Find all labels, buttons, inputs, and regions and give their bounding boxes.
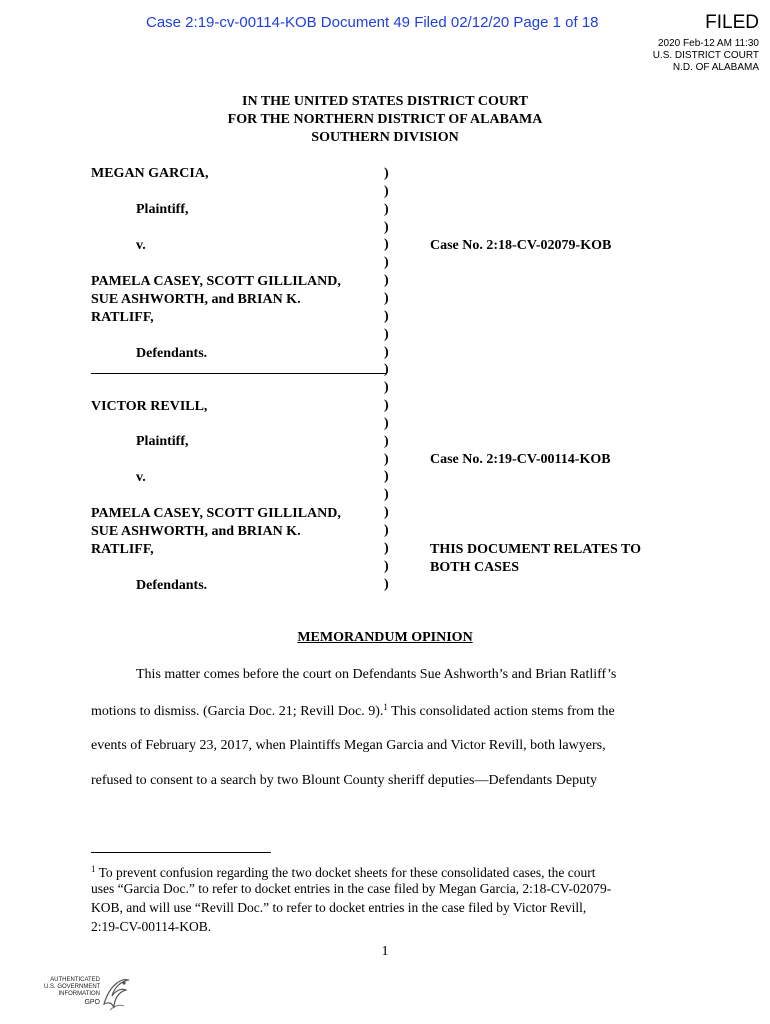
caption2-defendants-role: Defendants. xyxy=(136,578,208,593)
relates-line2: BOTH CASES xyxy=(430,560,520,575)
caption-paren: ) xyxy=(384,219,389,235)
caption-paren: ) xyxy=(384,451,389,467)
caption1-defendants-role: Defendants. xyxy=(136,346,208,361)
caption-paren: ) xyxy=(384,290,389,306)
caption1-plaintiff-role: Plaintiff, xyxy=(136,202,189,217)
court-name-line1: IN THE UNITED STATES DISTRICT COURT xyxy=(242,94,528,109)
caption-paren: ) xyxy=(384,273,389,289)
court-division: SOUTHERN DIVISION xyxy=(311,130,459,145)
filed-stamp xyxy=(653,38,759,74)
caption-paren: ) xyxy=(384,433,389,449)
caption2-defendants-line2: SUE ASHWORTH, and BRIAN K. xyxy=(91,524,301,539)
court-name-line2: FOR THE NORTHERN DISTRICT OF ALABAMA xyxy=(227,112,543,127)
caption-paren: ) xyxy=(384,308,389,324)
filed-stamp-court: U.S. DISTRICT COURT xyxy=(652,50,759,61)
caption1-defendants-line2: SUE ASHWORTH, and BRIAN K. xyxy=(91,292,301,307)
caption-paren: ) xyxy=(384,380,389,396)
caption-paren: ) xyxy=(384,362,389,378)
caption1-versus: v. xyxy=(136,238,146,253)
caption2-plaintiff-role: Plaintiff, xyxy=(136,434,189,449)
caption1-defendants-line3: RATLIFF, xyxy=(91,310,154,325)
footnote-mark: 1 xyxy=(91,864,96,874)
eagle-seal-icon xyxy=(100,974,130,1016)
seal-text-line3: INFORMATION xyxy=(58,991,100,997)
caption-paren: ) xyxy=(384,344,389,360)
opinion-line2-rest: This consolidated action stems from the xyxy=(387,704,615,719)
seal-gpo-text: GPO xyxy=(84,999,100,1006)
caption-paren: ) xyxy=(384,326,389,342)
caption-paren: ) xyxy=(384,415,389,431)
caption2-case-number: Case No. 2:19-CV-00114-KOB xyxy=(430,452,611,467)
opinion-line3: events of February 23, 2017, when Plaintiffs Megan Garcia and Victor Revill, both lawyers, xyxy=(91,738,606,753)
case-header-line: Case 2:19-cv-00114-KOB Document 49 Filed 02/12/20 Page 1 of 18 xyxy=(146,14,599,31)
opinion-line4: refused to consent to a search by two Blount County sheriff deputies—Defendants Deputy xyxy=(91,773,597,788)
caption-paren: ) xyxy=(384,505,389,521)
caption-paren: ) xyxy=(384,487,389,503)
seal-text xyxy=(44,977,100,998)
caption-paren: ) xyxy=(384,558,389,574)
caption-paren: ) xyxy=(384,469,389,485)
footnote-line1-text: To prevent confusion regarding the two docket sheets for these consolidated cases, the court xyxy=(95,865,596,880)
caption-paren: ) xyxy=(384,183,389,199)
caption2-defendants-line1: PAMELA CASEY, SCOTT GILLILAND, xyxy=(91,506,341,521)
caption-paren: ) xyxy=(384,201,389,217)
footnote-line3: KOB, and will use “Revill Doc.” to refer to docket entries in the case filed by Victor Revill, xyxy=(91,900,587,915)
caption-paren: ) xyxy=(384,576,389,592)
caption-paren: ) xyxy=(384,523,389,538)
caption-paren: ) xyxy=(384,237,389,253)
seal-text-line1: AUTHENTICATED xyxy=(50,977,100,983)
footnote-line2: uses “Garcia Doc.” to refer to docket entries in the case filed by Megan Garcia, 2:18-CV-02079- xyxy=(91,881,612,896)
gpo-authentication-seal xyxy=(44,974,134,1018)
opinion-title: MEMORANDUM OPINION xyxy=(297,630,473,645)
opinion-line1: This matter comes before the court on Defendants Sue Ashworth’s and Brian Ratliff’s xyxy=(136,667,617,682)
caption-divider xyxy=(91,373,386,374)
caption2-defendants-line3: RATLIFF, xyxy=(91,542,154,557)
caption-paren: ) xyxy=(384,398,389,414)
page-number: 1 xyxy=(381,944,389,959)
caption1-plaintiff-name: MEGAN GARCIA, xyxy=(91,166,209,181)
opinion-line2 xyxy=(91,702,615,720)
filed-stamp-district: N.D. OF ALABAMA xyxy=(672,62,759,73)
seal-text-line2: U.S. GOVERNMENT xyxy=(44,984,101,990)
filed-stamp-title: FILED xyxy=(705,12,759,33)
filed-stamp-date: 2020 Feb-12 AM 11:30 xyxy=(658,38,759,49)
relates-line1: THIS DOCUMENT RELATES TO xyxy=(430,542,641,557)
caption2-plaintiff-name: VICTOR REVILL, xyxy=(91,399,208,414)
caption-paren: ) xyxy=(384,255,389,271)
opinion-line2-text: motions to dismiss. (Garcia Doc. 21; Revill Doc. 9). xyxy=(91,704,384,719)
caption1-case-number: Case No. 2:18-CV-02079-KOB xyxy=(430,238,612,253)
footnote-separator xyxy=(91,852,271,853)
footnote-reference[interactable]: 1 xyxy=(383,702,388,712)
caption1-defendants-line1: PAMELA CASEY, SCOTT GILLILAND, xyxy=(91,274,341,289)
caption-paren: ) xyxy=(384,166,389,181)
footnote-line4: 2:19-CV-00114-KOB. xyxy=(91,919,212,934)
caption2-versus: v. xyxy=(136,470,146,485)
caption-paren: ) xyxy=(384,540,389,556)
